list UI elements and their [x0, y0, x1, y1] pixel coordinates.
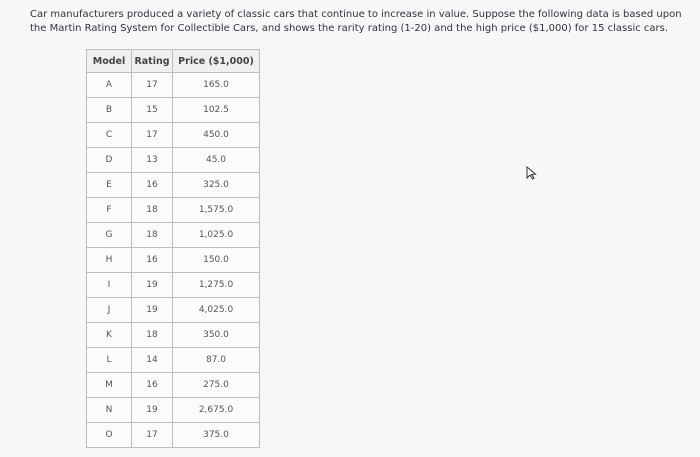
- question-text: Car manufacturers produced a variety of classic cars that continue to increase in value. Suppose the following data is based upon the Martin Rating System for Collectible Cars, and shows the rarity rating (1-20) and the high price ($1,000) for 15 classic cars.: [30, 9, 682, 34]
- cell-model: A: [87, 73, 132, 98]
- table-row: [87, 173, 260, 198]
- header-price: Price ($1,000): [173, 50, 260, 73]
- cell-rating: 18: [132, 223, 173, 248]
- table-row: [87, 223, 260, 248]
- cell-price: 1,025.0: [173, 223, 260, 248]
- cell-model: G: [87, 223, 132, 248]
- cell-rating: 17: [132, 73, 173, 98]
- table-row: [87, 298, 260, 323]
- cell-model: D: [87, 148, 132, 173]
- header-rating: Rating: [132, 50, 173, 73]
- cell-price: 375.0: [173, 423, 260, 448]
- cell-rating: 17: [132, 423, 173, 448]
- table-row: [87, 423, 260, 448]
- cell-model: J: [87, 298, 132, 323]
- table-header-row: [87, 50, 260, 73]
- cell-model: C: [87, 123, 132, 148]
- cell-model: O: [87, 423, 132, 448]
- cell-model: E: [87, 173, 132, 198]
- table-row: [87, 123, 260, 148]
- cell-price: 1,575.0: [173, 198, 260, 223]
- table-row: [87, 98, 260, 123]
- header-model: Model: [87, 50, 132, 73]
- cell-price: 150.0: [173, 248, 260, 273]
- cell-rating: 19: [132, 273, 173, 298]
- mouse-pointer-icon: [525, 166, 539, 180]
- table-row: [87, 373, 260, 398]
- table-row: [87, 398, 260, 423]
- cell-rating: 14: [132, 348, 173, 373]
- cell-price: 1,275.0: [173, 273, 260, 298]
- cell-price: 450.0: [173, 123, 260, 148]
- table-row: [87, 148, 260, 173]
- cell-price: 4,025.0: [173, 298, 260, 323]
- cell-rating: 16: [132, 248, 173, 273]
- cell-rating: 13: [132, 148, 173, 173]
- cell-price: 102.5: [173, 98, 260, 123]
- cell-price: 165.0: [173, 73, 260, 98]
- cell-model: M: [87, 373, 132, 398]
- cell-price: 350.0: [173, 323, 260, 348]
- classic-cars-table: [86, 49, 260, 448]
- table-row: [87, 248, 260, 273]
- cell-model: L: [87, 348, 132, 373]
- cell-price: 87.0: [173, 348, 260, 373]
- table-row: [87, 73, 260, 98]
- cell-rating: 19: [132, 398, 173, 423]
- table-row: [87, 348, 260, 373]
- table-row: [87, 323, 260, 348]
- cell-price: 275.0: [173, 373, 260, 398]
- cell-model: B: [87, 98, 132, 123]
- cell-rating: 15: [132, 98, 173, 123]
- cell-model: I: [87, 273, 132, 298]
- cell-model: F: [87, 198, 132, 223]
- table-row: [87, 273, 260, 298]
- cell-rating: 18: [132, 323, 173, 348]
- cell-rating: 17: [132, 123, 173, 148]
- cell-price: 325.0: [173, 173, 260, 198]
- cell-model: K: [87, 323, 132, 348]
- cell-model: H: [87, 248, 132, 273]
- cell-rating: 19: [132, 298, 173, 323]
- cell-price: 45.0: [173, 148, 260, 173]
- cell-rating: 18: [132, 198, 173, 223]
- cell-price: 2,675.0: [173, 398, 260, 423]
- table-row: [87, 198, 260, 223]
- cell-rating: 16: [132, 373, 173, 398]
- cell-rating: 16: [132, 173, 173, 198]
- cell-model: N: [87, 398, 132, 423]
